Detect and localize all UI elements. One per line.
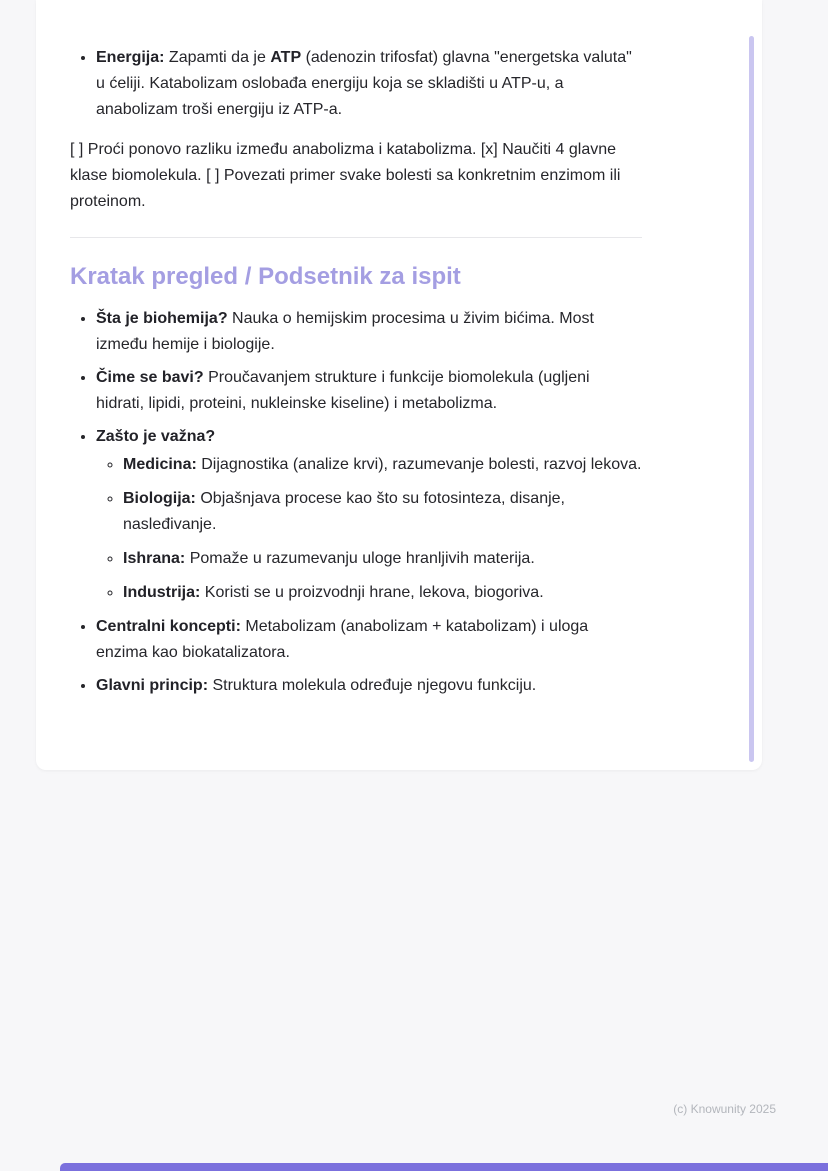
sub-item-medicina [123,452,642,478]
item-label: Čime se bavi? [96,369,204,386]
item-text: Nauka o hemijskim procesima u živim bićima. Most između hemije i biologije. [96,310,594,353]
divider [70,237,642,238]
item-text: Metabolizam (anabolizam + katabolizam) i uloga enzima kao biokatalizatora. [96,618,589,661]
sub-item-biologija [123,486,642,538]
scrollbar-thumb[interactable] [749,36,754,762]
sub-list [96,452,642,606]
summary-item-centralni-koncepti [96,614,642,666]
item-label: Zašto je važna? [96,428,216,445]
copyright-footer: (c) Knowunity 2025 [673,1102,776,1116]
item-bold-atp: ATP [270,49,302,66]
item-text: Proučavanjem strukture i funkcije biomolekula (ugljeni hidrati, lipidi, proteini, nukleinske kiseline) i metabolizma. [96,369,590,412]
item-text: Pomaže u razumevanju uloge hranljivih materija. [189,550,535,567]
item-label: Šta je biohemija? [96,310,228,327]
item-text: Struktura molekula određuje njegovu funkciju. [212,677,537,694]
item-text-pre: Zapamti da je [168,49,266,66]
document-content [70,0,642,706]
summary-item-zasto-je-vazna [96,424,642,606]
item-label: Glavni princip: [96,677,209,694]
summary-list [70,306,642,699]
summary-item-cime-se-bavi [96,365,642,417]
item-label: Medicina: [123,456,197,473]
summary-item-biohemija [96,306,642,358]
item-label: Energija: [96,49,165,66]
list-item-energija [96,45,642,123]
item-text-post: (adenozin trifosfat) glavna "energetska valuta" u ćeliji. Katabolizam oslobađa energiju koja se skladišti u ATP-u, a anabolizam troši energiju iz ATP-a. [96,49,632,118]
item-label: Industrija: [123,584,201,601]
item-label: Centralni koncepti: [96,618,241,635]
bullet-list-top [70,45,642,123]
section-heading: Kratak pregled / Podsetnik za ispit [70,263,461,290]
item-text: Objašnjava procese kao što su fotosinteza, disanje, nasleđivanje. [123,490,565,533]
item-text: Koristi se u proizvodnji hrane, lekova, biogoriva. [204,584,544,601]
sub-item-ishrana [123,546,642,572]
item-text: Dijagnostika (analize krvi), razumevanje bolesti, razvoj lekova. [201,456,642,473]
bottom-toolbar-edge[interactable] [60,1163,828,1171]
sub-item-industrija [123,580,642,606]
document-page [36,0,762,770]
item-label: Ishrana: [123,550,186,567]
item-label: Biologija: [123,490,196,507]
summary-item-glavni-princip [96,673,642,699]
todo-paragraph: [ ] Proći ponovo razliku između anabolizma i katabolizma. [x] Naučiti 4 glavne klase biomolekula. [ ] Povezati primer svake bolesti sa konkretnim enzimom ili proteinom. [70,141,621,210]
